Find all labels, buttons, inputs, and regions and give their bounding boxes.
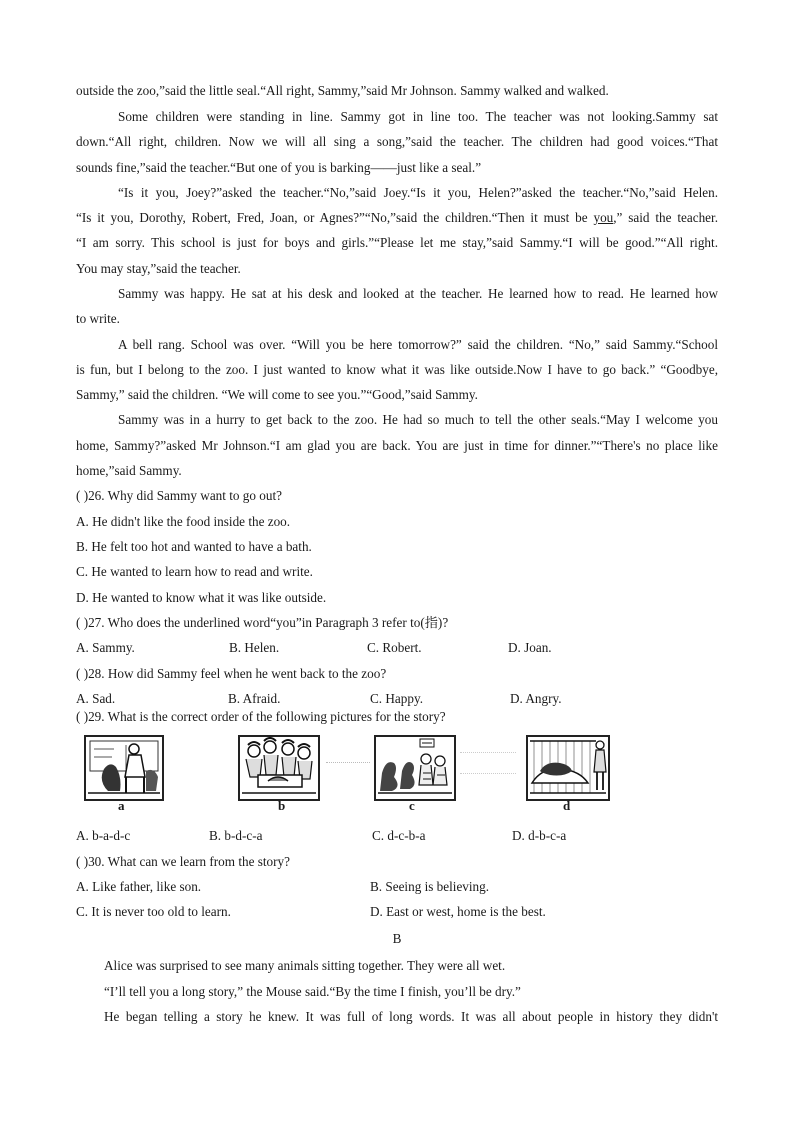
answer-option: B. Helen. [229,640,280,655]
question-stem: ( )26. Why did Sammy want to go out? [76,488,282,503]
picture-label: c [409,798,415,813]
scan-artifact [460,752,516,774]
underlined-word: you [593,210,614,225]
paragraph-line: Sammy was happy. He sat at his desk and looked at the teacher. He learned how to read. He learned how [118,286,718,301]
answer-option: A. Sammy. [76,640,135,655]
answer-option: B. b-d-c-a [209,828,263,843]
paragraph-line: is fun, but I belong to the zoo. I just wanted to know what it was like outside.Now I have to go back.” “Goodbye, [76,362,718,377]
scan-artifact [326,762,370,763]
answer-option: C. It is never too old to learn. [76,904,231,919]
paragraph-line: home,”said Sammy. [76,463,182,478]
paragraph-line: Sammy,” said the children. “We will come to see you.”“Good,”said Sammy. [76,387,478,402]
paragraph-line: down.“All right, children. Now we will all sing a song,”said the teacher. The children had good voices.“That [76,134,718,149]
seals-with-children-illustration [376,737,454,799]
answer-option: C. d-c-b-a [372,828,426,843]
options-row [76,827,718,845]
options-row [76,903,718,921]
answer-option: D. Angry. [510,691,562,706]
answer-option: A. Sad. [76,691,116,706]
options-row [76,878,718,896]
seal-on-rock-illustration [528,737,608,799]
paragraph-line: home, Sammy?”asked Mr Johnson.“I am glad you are back. You are just in time for dinner.”“There's no place like [76,438,718,453]
answer-option: B. He felt too hot and wanted to have a bath. [76,539,312,554]
picture-label: b [278,798,286,813]
paragraph-line: “Is it you, Dorothy, Robert, Fred, Joan, or Agnes?”“No,”said the children.“Then it must be you,” said the teacher. [76,210,718,225]
question-stem: ( )30. What can we learn from the story? [76,854,290,869]
paragraph-line: Sammy was in a hurry to get back to the zoo. He had so much to tell the other seals.“May I welcome you [118,412,718,427]
paragraph-line: “I am sorry. This school is just for boys and girls.”“Please let me stay,”said Sammy.“I will be good.”“All right. [76,235,718,250]
paragraph-line: You may stay,”said the teacher. [76,261,241,276]
paragraph-line: Alice was surprised to see many animals sitting together. They were all wet. [104,958,506,973]
answer-option: C. Happy. [370,691,423,706]
answer-option: A. He didn't like the food inside the zoo. [76,514,291,529]
answer-option: D. Joan. [508,640,552,655]
answer-option: C. He wanted to learn how to read and write. [76,564,313,579]
story-picture-c [374,735,456,801]
answer-option: A. b-a-d-c [76,828,131,843]
paragraph-line: sounds fine,”said the teacher.“But one of you is barking——just like a seal.” [76,160,482,175]
picture-label: a [118,798,125,813]
picture-label: d [563,798,571,813]
answer-option: D. East or west, home is the best. [370,904,546,919]
section-heading: B [392,931,402,946]
paragraph-line: Some children were standing in line. Sammy got in line too. The teacher was not looking.Sammy sat [118,109,718,124]
paragraph-line: A bell rang. School was over. “Will you be here tomorrow?” said the children. “No,” said Sammy.“School [118,337,718,352]
paragraph-line: He began telling a story he knew. It was full of long words. It was all about people in history they didn't [104,1009,718,1024]
story-picture-b [238,735,320,801]
story-picture-a [84,735,164,801]
answer-option: D. d-b-c-a [512,828,567,843]
paragraph-line: to write. [76,311,120,326]
question-stem: ( )28. How did Sammy feel when he went back to the zoo? [76,666,387,681]
paragraph-line: outside the zoo,”said the little seal.“All right, Sammy,”said Mr Johnson. Sammy walked and walked. [76,83,609,98]
options-row [76,639,718,657]
answer-option: C. Robert. [367,640,422,655]
zookeeper-with-seals-illustration [86,737,162,799]
question-stem: ( )27. Who does the underlined word“you”in Paragraph 3 refer to(指)? [76,615,449,630]
answer-option: D. He wanted to know what it was like outside. [76,590,327,605]
question-stem: ( )29. What is the correct order of the following pictures for the story? [76,709,446,724]
answer-option: B. Seeing is believing. [370,879,490,894]
paragraph-line: “I’ll tell you a long story,” the Mouse said.“By the time I finish, you’ll be dry.” [104,984,521,999]
paragraph-line: “Is it you, Joey?”asked the teacher.“No,”said Joey.“Is it you, Helen?”asked the teacher.“No,”said Helen. [118,185,718,200]
options-row [76,690,718,708]
answer-option: B. Afraid. [228,691,281,706]
answer-option: A. Like father, like son. [76,879,202,894]
story-picture-d [526,735,610,801]
classroom-children-illustration [240,737,318,799]
